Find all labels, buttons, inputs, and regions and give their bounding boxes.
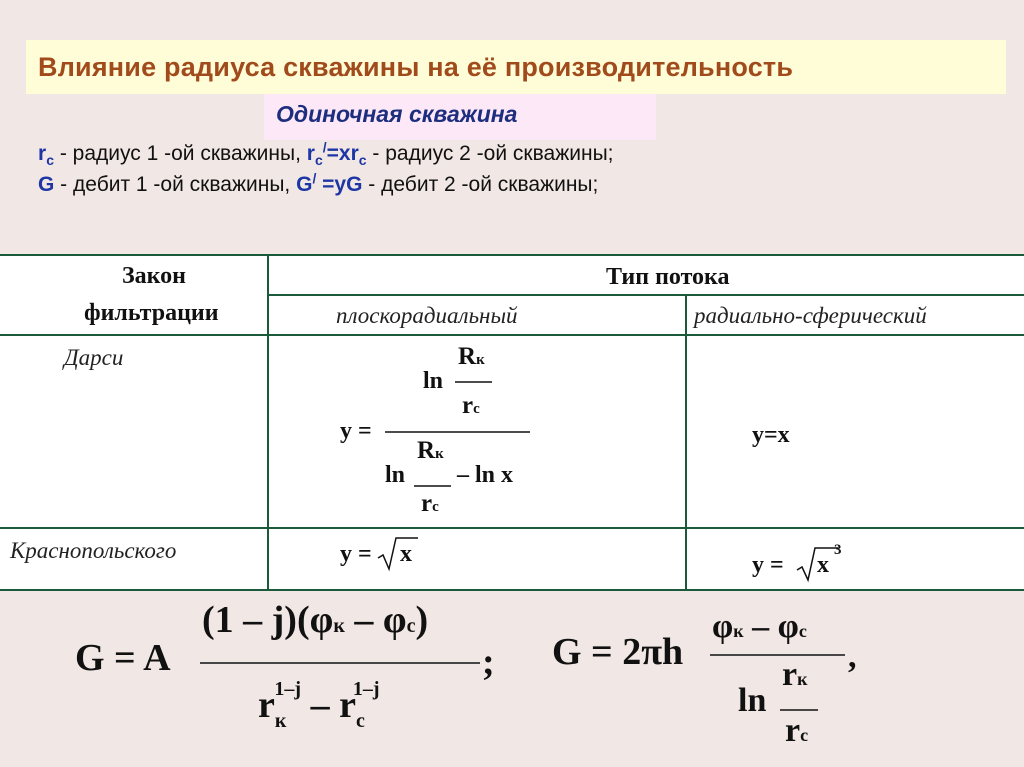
column-radial-spherical: радиально-сферический xyxy=(694,303,927,328)
krasno-spherical-y-eq: y = xyxy=(752,552,784,578)
row-law-krasnopolsky: Краснопольского xyxy=(10,538,177,563)
darcy-planar-rc-bottom: rc xyxy=(421,490,439,517)
formula-semicolon: ; xyxy=(482,641,495,683)
darcy-planar-Rk-top: Rк xyxy=(458,343,485,370)
definition-line-radius: $r_c$ - радиус 1 -ой скважины, $r_c^/=xr_c$ - радиус 2 -ой скважины; xyxy=(38,139,614,169)
formula-G-eq-A: G = A xyxy=(75,637,171,679)
header-law-line2: фильтрации xyxy=(84,300,219,326)
formula-ln-denominator: ln xyxy=(738,682,767,719)
formula-rk: rк xyxy=(782,656,808,693)
header-law-line1: Закон xyxy=(122,263,187,289)
darcy-planar-Rk-bottom: Rк xyxy=(417,437,444,464)
krasno-spherical-exp: 3 xyxy=(834,542,842,558)
krasno-planar-y-eq: y = xyxy=(340,541,372,567)
darcy-spherical-formula: y=x xyxy=(752,422,790,448)
formula-G-numerator: (1 – j)(φк – φc) xyxy=(202,599,429,641)
page-subtitle: Одиночная скважина xyxy=(276,101,518,127)
definition-line-debit: G - дебит 1 -ой скважины, G/ =yG - дебит 2 -ой скважины; xyxy=(38,170,599,196)
formula-G-denominator: $r_к^{1-j} - r_c^{1-j}$ xyxy=(258,678,380,732)
darcy-planar-y-eq: y = xyxy=(340,418,372,444)
formula-comma: , xyxy=(848,638,857,675)
row-law-darcy: Дарси xyxy=(64,345,124,370)
krasno-spherical-x: x xyxy=(817,552,829,578)
header-flow-type: Тип потока xyxy=(606,264,730,290)
formula-phi-numerator: φк – φc xyxy=(712,608,807,645)
darcy-planar-minus-lnx: – ln x xyxy=(457,462,514,488)
darcy-planar-ln-bottom: ln xyxy=(385,462,406,488)
krasno-planar-x: x xyxy=(400,541,412,567)
column-planar-radial: плоскорадиальный xyxy=(336,303,518,328)
formula-rc: rc xyxy=(785,712,809,749)
formula-G-eq-2pih: G = 2πh xyxy=(552,631,684,673)
darcy-planar-rc-top: rc xyxy=(462,392,480,419)
darcy-planar-ln-top: ln xyxy=(423,368,444,394)
page-title: Влияние радиуса скважины на её производительность xyxy=(38,52,794,82)
